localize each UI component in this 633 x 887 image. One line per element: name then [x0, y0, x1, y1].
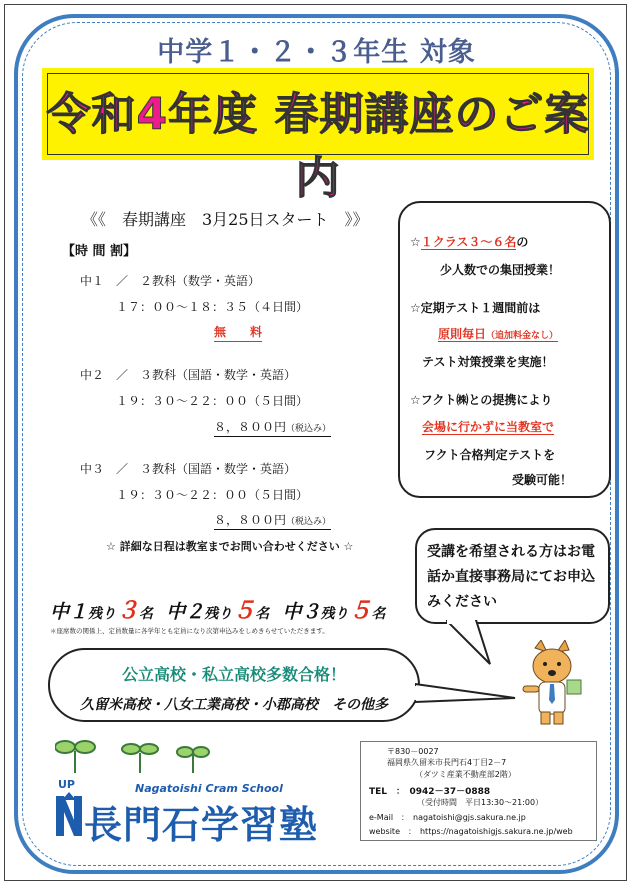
class-price: ８，８００円（税込み） — [214, 511, 331, 530]
remaining-note: ＊座席数の関係上、定員数量に各学年とも定員になり次第申込みをしめきらせていただきます。 — [50, 627, 329, 635]
mascot-dog-icon — [515, 640, 590, 730]
n-logo-icon — [54, 792, 84, 838]
class-price: ８，８００円（税込み） — [214, 418, 331, 437]
apply-bubble-tail — [446, 620, 496, 670]
up-label: UP — [58, 778, 75, 791]
class-grade: 中２ ／ ３教科（国語・数学・英語） — [80, 368, 297, 382]
class-grade: 中１ ／ ２教科（数学・英語） — [80, 274, 261, 288]
schedule-heading: 【時 間 割】 — [62, 244, 137, 259]
school-name-en: Nagatoishi Cram School — [135, 782, 283, 795]
target-audience: 中学１・２・３年生 対象 — [157, 37, 476, 68]
class-time: １７：００〜１８：３５（４日間） — [116, 300, 309, 314]
pass-bubble-tail — [415, 680, 525, 710]
class-time: １９：３０〜２２：００（５日間） — [116, 394, 309, 408]
pass-schools: 久留米高校・八女工業高校・小郡高校 その他多 — [80, 697, 388, 713]
page-title: 令和4年度 春期講座のご案内 — [46, 89, 590, 204]
school-name: 長門石学習塾 — [84, 803, 319, 847]
detail-note: ☆ 詳細な日程は教室までお問い合わせください ☆ — [106, 540, 354, 553]
address-box: 〒830－0027 福岡県久留米市長門石4丁目2－7 （ダツミ産業不動産部2階） TEL ： 0942－37－0888 （受付時間 平日13:30〜21:00） e-Mail ： nagatoishi@gjs.sakura.ne.jp website ： https://nagatoishigjs.sakura.ne.jp/web — [360, 741, 597, 841]
class-time: １９：３０〜２２：００（５日間） — [116, 488, 309, 502]
pass-title: 公立高校・私立高校多数合格！ — [121, 665, 346, 684]
apply-bubble — [415, 528, 610, 624]
apply-text: 受講を希望される方はお電話か直接事務局にてお申込みください — [427, 544, 595, 610]
remaining-seats: 中１残り３名 中２残り５名 中３残り５名 — [50, 598, 386, 624]
class-grade: 中３ ／ ３教科（国語・数学・英語） — [80, 462, 297, 476]
title-box — [42, 68, 594, 204]
features-bubble: ☆１クラス３〜６名の 少人数での集団授業！ ☆定期テスト１週間前は 原則毎日（追加料金なし） テスト対策授業を実施！ ☆フクト㈱との提携により 会場に行かずに当教室で フクト合格判定テストを 受験可能！ — [398, 201, 611, 498]
course-title: 《《 春期講座 3月25日スタート 》》 — [82, 210, 369, 229]
sprouts-icon — [55, 735, 235, 775]
class-price: 無 料 — [214, 323, 262, 342]
pass-bubble — [48, 648, 420, 722]
